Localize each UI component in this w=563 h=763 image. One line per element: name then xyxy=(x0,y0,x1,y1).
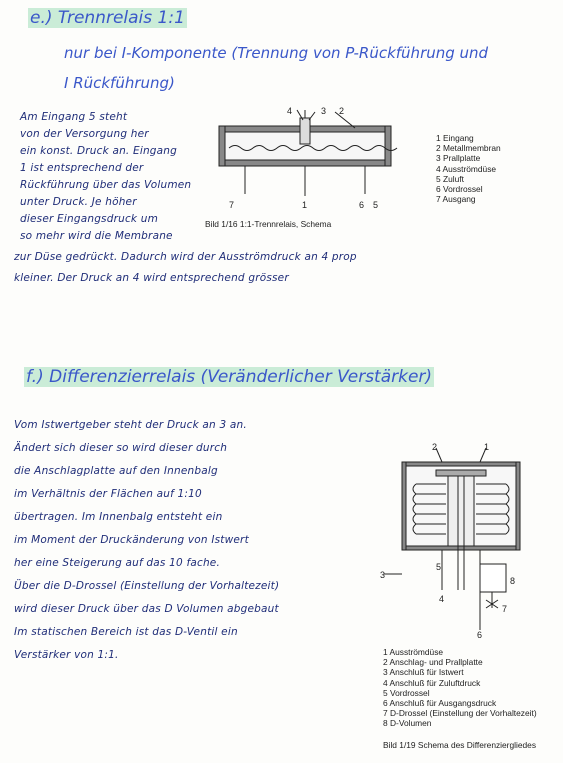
legend-item: 3 Prallplatte xyxy=(436,153,481,164)
note-line: Verstärker von 1:1. xyxy=(14,649,119,661)
note-line: Über die D-Drossel (Einstellung der Vorhaltezeit) xyxy=(14,580,280,592)
note-line: 1 ist entsprechend der xyxy=(20,162,144,174)
figure-16-legend xyxy=(436,133,501,204)
note-line: Vom Istwertgeber steht der Druck an 3 an. xyxy=(14,419,247,431)
fig16-label-6: 6 xyxy=(359,200,365,210)
legend-item: 7 Ausgang xyxy=(436,194,476,205)
fig19-label-8: 8 xyxy=(510,576,516,586)
note-line: von der Versorgung her xyxy=(20,128,149,140)
section-e-subtitle-line2: I Rückführung) xyxy=(64,74,175,92)
fig19-label-5: 5 xyxy=(436,562,442,572)
trennrelais-diagram xyxy=(205,104,405,216)
legend-item: 2 Metallmembran xyxy=(436,143,501,154)
note-line: ein konst. Druck an. Eingang xyxy=(20,145,178,157)
section-f-title: f.) Differenzierrelais (Veränderlicher Verstärker) xyxy=(26,367,433,387)
legend-item: 3 Anschluß für Istwert xyxy=(383,667,464,678)
fig16-label-5: 5 xyxy=(373,200,379,210)
legend-item: 4 Anschluß für Zuluftdruck xyxy=(383,677,481,688)
fig19-label-2: 2 xyxy=(432,442,438,452)
note-line: im Moment der Druckänderung von Istwert xyxy=(14,534,249,546)
fig16-label-4: 4 xyxy=(287,106,293,116)
legend-item: 2 Anschlag- und Prallplatte xyxy=(383,657,483,668)
section-e-subtitle-line1: nur bei I-Komponente (Trennung von P-Rückführung und xyxy=(64,44,489,62)
fig19-label-7: 7 xyxy=(502,604,508,614)
legend-item: 1 Ausströmdüse xyxy=(383,647,444,657)
figure-16-caption: Bild 1/16 1:1-Trennrelais, Schema xyxy=(205,219,332,229)
legend-item: 6 Vordrossel xyxy=(436,184,483,195)
legend-item: 1 Eingang xyxy=(436,133,474,143)
note-line: kleiner. Der Druck an 4 wird entsprechend grösser xyxy=(14,272,289,284)
note-line: unter Druck. Je höher xyxy=(20,196,137,208)
note-line: im Verhältnis der Flächen auf 1:10 xyxy=(14,488,202,500)
note-line: her eine Steigerung auf das 10 fache. xyxy=(14,557,220,569)
fig16-label-7: 7 xyxy=(229,200,235,210)
fig19-label-1: 1 xyxy=(484,442,490,452)
note-line: Ändert sich dieser so wird dieser durch xyxy=(14,442,228,454)
note-line: Rückführung über das Volumen xyxy=(20,179,192,191)
differenzierrelais-diagram xyxy=(380,440,540,640)
note-line: zur Düse gedrückt. Dadurch wird der Ausströmdruck an 4 prop xyxy=(14,251,357,263)
section-e-title: e.) Trennrelais 1:1 xyxy=(30,8,185,28)
note-line: so mehr wird die Membrane xyxy=(20,230,173,242)
fig19-label-6: 6 xyxy=(477,630,483,640)
note-line: wird dieser Druck über das D Volumen abgebaut xyxy=(14,603,279,615)
fig16-label-3: 3 xyxy=(321,106,327,116)
note-line: übertragen. Im Innenbalg entsteht ein xyxy=(14,511,223,523)
note-line: Am Eingang 5 steht xyxy=(20,111,128,123)
fig19-label-3: 3 xyxy=(380,570,386,580)
fig16-label-2: 2 xyxy=(339,106,345,116)
legend-item: 8 D-Volumen xyxy=(383,718,432,729)
figure-19-legend xyxy=(383,647,537,729)
fig19-label-4: 4 xyxy=(439,594,445,604)
legend-item: 7 D-Drossel (Einstellung der Vorhaltezeit) xyxy=(383,708,537,719)
legend-item: 4 Ausströmdüse xyxy=(436,163,497,174)
legend-item: 6 Anschluß für Ausgangsdruck xyxy=(383,698,497,709)
legend-item: 5 Zuluft xyxy=(436,173,464,184)
fig16-label-1: 1 xyxy=(302,200,308,210)
legend-item: 5 Vordrossel xyxy=(383,687,430,698)
figure-19-caption: Bild 1/19 Schema des Differenziergliedes xyxy=(383,740,537,750)
note-line: die Anschlagplatte auf den Innenbalg xyxy=(14,465,218,477)
note-line: dieser Eingangsdruck um xyxy=(20,213,159,225)
note-line: Im statischen Bereich ist das D-Ventil ein xyxy=(14,626,238,638)
